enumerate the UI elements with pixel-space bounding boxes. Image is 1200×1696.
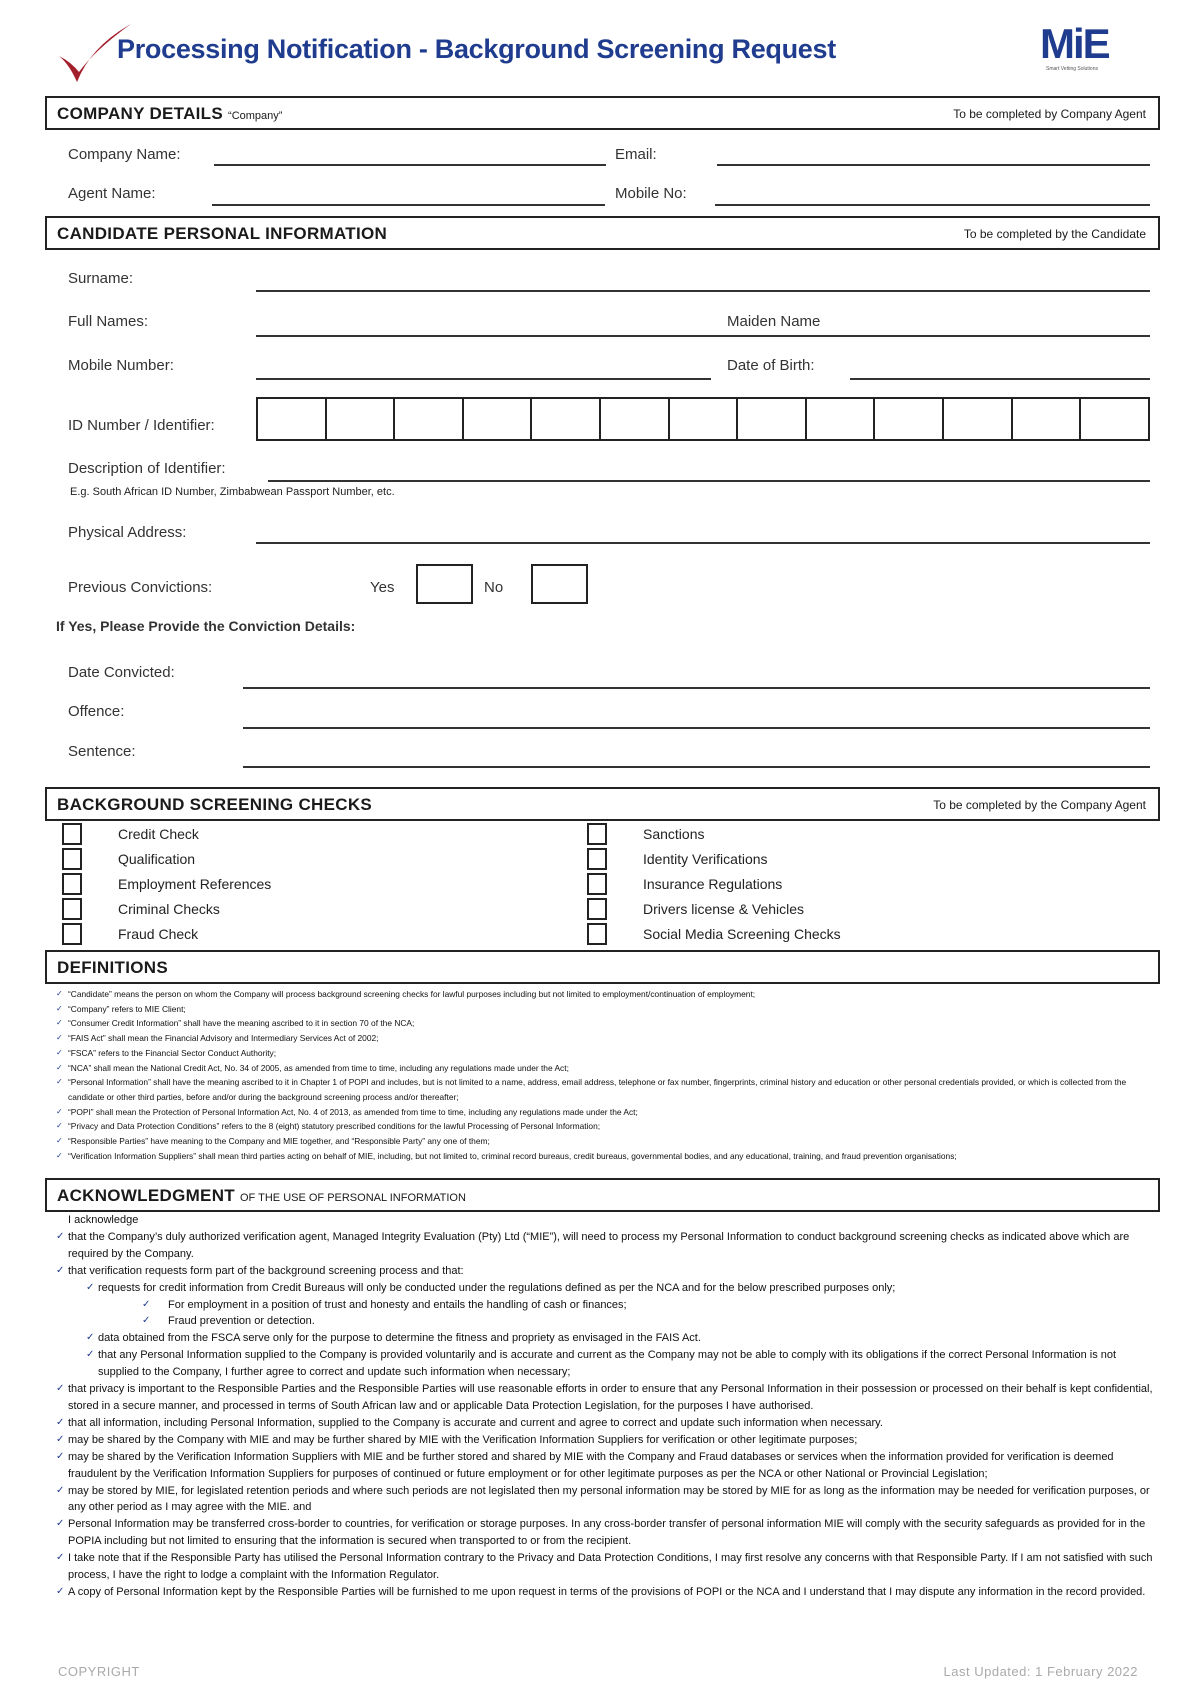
sentence-field[interactable] — [243, 766, 1150, 768]
convictions-yes-checkbox[interactable] — [416, 564, 473, 604]
acknowledgment-item: ✓ that verification requests form part of the background screening process and that: — [56, 1263, 1156, 1280]
sentence-label: Sentence: — [68, 743, 136, 760]
acknowledgment-item: ✓ that the Company’s duly authorized verification agent, Managed Integrity Evaluation (Pty) Ltd (“MIE”), will need to process my Personal Information to conduct background screening checks as indicated above which are required by the Company. — [56, 1229, 1156, 1263]
definition-item: ✓ “FAIS Act” shall mean the Financial Advisory and Intermediary Services Act of 2002; — [56, 1031, 1154, 1046]
check-insurance-label: Insurance Regulations — [643, 876, 783, 892]
acknowledgment-intro: I acknowledge — [68, 1214, 139, 1226]
check-identity-checkbox[interactable] — [587, 848, 607, 870]
acknowledgment-item: ✓ A copy of Personal Information kept by the Responsible Parties will be furnished to me upon request in terms of the provisions of POPI or the NCA and I understand that I may dispute any information in the record provided. — [56, 1584, 1156, 1601]
acknowledgment-header — [45, 1178, 1160, 1212]
check-drivers-label: Drivers license & Vehicles — [643, 901, 805, 917]
id-digit-box[interactable] — [1013, 399, 1082, 439]
surname-field[interactable] — [256, 290, 1150, 292]
check-credit-label: Credit Check — [118, 826, 199, 842]
offence-field[interactable] — [243, 727, 1150, 729]
check-qualification-label: Qualification — [118, 851, 196, 867]
company-name-field[interactable] — [214, 164, 606, 166]
date-convicted-label: Date Convicted: — [68, 664, 175, 681]
identifier-description-field[interactable] — [268, 480, 1150, 482]
agent-name-label: Agent Name: — [68, 185, 156, 202]
check-qualification-checkbox[interactable] — [62, 848, 82, 870]
id-digit-box[interactable] — [258, 399, 327, 439]
acknowledgment-subitem: ✓ that any Personal Information supplied to the Company is provided voluntarily and is accurate and current as the Company may not be able to comply with its obligations if the correct Personal Information is not supplied to the Company, I further agree to correct and update such information when necessary; — [86, 1347, 1156, 1381]
no-label: No — [484, 579, 504, 596]
surname-label: Surname: — [68, 270, 134, 287]
company-name-label: Company Name: — [68, 146, 181, 163]
full-names-label: Full Names: — [68, 313, 149, 330]
check-criminal-checkbox[interactable] — [62, 898, 82, 920]
previous-convictions-label: Previous Convictions: — [68, 579, 213, 596]
agent-mobile-field[interactable] — [715, 204, 1150, 206]
definition-item: ✓ “Company” refers to MIE Client; — [56, 1002, 1154, 1017]
id-digit-box[interactable] — [327, 399, 396, 439]
check-criminal-label: Criminal Checks — [118, 901, 220, 917]
candidate-mobile-label: Mobile Number: — [68, 357, 174, 374]
mie-logo — [1040, 22, 1130, 88]
definition-item: ✓ “Responsible Parties” have meaning to the Company and MIE together, and “Responsible Party” any one of them; — [56, 1134, 1154, 1149]
acknowledgment-item: ✓ that all information, including Personal Information, supplied to the Company is accurate and current and agree to correct and update such information when necessary. — [56, 1415, 1156, 1432]
acknowledgment-item: ✓ may be shared by the Verification Information Suppliers with MIE and be further stored and shared by MIE with the Company and Fraud databases or services when the information provided for verification is deemed fraudulent by the Verification Information Suppliers for purposes of continued or future employment or for other legitimate purposes as per the NCA or other National or Provincial Legislation; — [56, 1449, 1156, 1483]
physical-address-label: Physical Address: — [68, 524, 187, 541]
definitions-list — [56, 987, 1154, 1163]
id-number-boxes[interactable] — [256, 397, 1150, 441]
section-title-text: COMPANY DETAILS — [57, 104, 224, 123]
check-credit-checkbox[interactable] — [62, 823, 82, 845]
id-digit-box[interactable] — [670, 399, 739, 439]
acknowledgment-title — [57, 1186, 466, 1206]
check-drivers-checkbox[interactable] — [587, 898, 607, 920]
acknowledgment-item: ✓ Personal Information may be transferred cross-border to countries, for verification or storage purposes. In any cross-border transfer of personal information MIE will comply with the security safeguards as provided for in the POPIA including but not limited to ensuring that the information is secured when transported to or from the recipient. — [56, 1516, 1156, 1550]
check-social-media-label: Social Media Screening Checks — [643, 926, 841, 942]
acknowledgment-item: ✓ that privacy is important to the Responsible Parties and the Responsible Parties will use reasonable efforts in order to ensure that any Personal Information in their possession or processed on their behalf is kept confidential, stored in a secure manner, and processed in terms of South African law and or applicable Data Protection Legislation, for the purposes I have authorised. — [56, 1381, 1156, 1415]
acknowledgment-subitem: ✓ data obtained from the FSCA serve only for the purpose to determine the fitness and propriety as envisaged in the FAIS Act. — [86, 1330, 1156, 1347]
id-digit-box[interactable] — [738, 399, 807, 439]
convictions-no-checkbox[interactable] — [531, 564, 588, 604]
company-details-header — [45, 96, 1160, 130]
email-label: Email: — [615, 146, 657, 163]
definition-item: ✓ “Candidate” means the person on whom the Company will process background screening checks for lawful purposes including but not limited to employment/continuation of employment; — [56, 987, 1154, 1002]
definition-item: ✓ “NCA” shall mean the National Credit Act, No. 34 of 2005, as amended from time to time, including any regulations made under the Act; — [56, 1061, 1154, 1076]
acknowledgment-item: ✓ may be stored by MIE, for legislated retention periods and where such periods are not legislated then my personal information may be stored by MIE for as long as the information may be needed for verification purposes, or any other period as I may agree with the MIE. and — [56, 1483, 1156, 1517]
definitions-title: DEFINITIONS — [57, 958, 168, 977]
check-insurance-checkbox[interactable] — [587, 873, 607, 895]
check-social-media-checkbox[interactable] — [587, 923, 607, 945]
acknowledgment-subsubitem: ✓ Fraud prevention or detection. — [98, 1313, 1156, 1330]
candidate-info-note: To be completed by the Candidate — [963, 227, 1146, 241]
id-digit-box[interactable] — [532, 399, 601, 439]
identifier-example-text: E.g. South African ID Number, Zimbabwean Passport Number, etc. — [70, 486, 395, 498]
section-subtitle-text: “Company” — [228, 110, 283, 122]
check-identity-label: Identity Verifications — [643, 851, 768, 867]
candidate-info-header — [45, 216, 1160, 250]
logo-tagline: Smart Vetting Solutions — [1046, 66, 1098, 72]
id-digit-box[interactable] — [1081, 399, 1148, 439]
definition-item: ✓ “Consumer Credit Information” shall have the meaning ascribed to it in section 70 of the NCA; — [56, 1016, 1154, 1031]
acknowledgment-item: ✓ I take note that if the Responsible Party has utilised the Personal Information contrary to the Privacy and Data Protection Conditions, I may first resolve any concerns with that Responsible Party. If I am not satisfied with such process, I have the right to lodge a complaint with the Information Regulator. — [56, 1550, 1156, 1584]
screening-checks-header — [45, 787, 1160, 821]
conviction-details-heading: If Yes, Please Provide the Conviction Details: — [56, 618, 356, 634]
check-sanctions-checkbox[interactable] — [587, 823, 607, 845]
dob-label: Date of Birth: — [727, 357, 815, 374]
yes-label: Yes — [370, 579, 395, 596]
section-subtitle-text: OF THE USE OF PERSONAL INFORMATION — [240, 1192, 466, 1204]
page-title: Processing Notification - Background Screening Request — [117, 34, 836, 64]
definitions-header — [45, 950, 1160, 984]
definition-item: ✓ “Personal Information” shall have the meaning ascribed to it in Chapter 1 of POPI and includes, but is not limited to a name, address, email address, telephone or fax number, fingerprints, criminal history and education or other personal credentials provided, or which is collected from the candidate or other third parties, before and/or during the background screening process and/or thereafter; — [56, 1075, 1154, 1104]
id-digit-box[interactable] — [944, 399, 1013, 439]
agent-name-field[interactable] — [212, 204, 605, 206]
acknowledgment-subitem: ✓ requests for credit information from Credit Bureaus will only be conducted under the regulations defined as per the NCA and for the below prescribed purposes only; — [86, 1280, 1156, 1297]
definition-item: ✓ “POPI” shall mean the Protection of Personal Information Act, No. 4 of 2013, as amended from time to time, including any regulations made under the Act; — [56, 1105, 1154, 1120]
screening-checks-title: BACKGROUND SCREENING CHECKS — [57, 795, 373, 814]
screening-checks-note: To be completed by the Company Agent — [933, 798, 1146, 812]
logo-text: MiE — [1040, 20, 1109, 67]
section-title-text: ACKNOWLEDGMENT — [57, 1186, 235, 1205]
id-digit-box[interactable] — [875, 399, 944, 439]
definition-item: ✓ “Privacy and Data Protection Conditions” refers to the 8 (eight) statutory prescribed conditions for the lawful Processing of Personal Information; — [56, 1119, 1154, 1134]
check-sanctions-label: Sanctions — [643, 826, 705, 842]
physical-address-field[interactable] — [256, 542, 1150, 544]
dob-field[interactable] — [850, 378, 1150, 380]
offence-label: Offence: — [68, 703, 125, 720]
agent-mobile-label: Mobile No: — [615, 185, 687, 202]
definition-item: ✓ “Verification Information Suppliers” shall mean third parties acting on behalf of MIE, including, but not limited to, criminal record bureaus, credit bureaus, governmental bodies, and any educational, training, and fraud prevention organisations; — [56, 1149, 1154, 1164]
acknowledgment-item: ✓ may be shared by the Company with MIE and may be further shared by MIE with the Verification Information Suppliers for verification or other legitimate purposes; — [56, 1432, 1156, 1449]
definition-item: ✓ “FSCA” refers to the Financial Sector Conduct Authority; — [56, 1046, 1154, 1061]
id-digit-box[interactable] — [395, 399, 464, 439]
maiden-name-label: Maiden Name — [727, 313, 821, 330]
email-field[interactable] — [717, 164, 1150, 166]
check-employment-checkbox[interactable] — [62, 873, 82, 895]
id-digit-box[interactable] — [601, 399, 670, 439]
id-digit-box[interactable] — [807, 399, 876, 439]
company-details-note: To be completed by Company Agent — [953, 107, 1146, 121]
company-details-title — [57, 104, 282, 124]
identifier-description-label: Description of Identifier: — [68, 460, 226, 477]
copyright-text: COPYRIGHT — [58, 1664, 140, 1679]
candidate-mobile-field[interactable] — [256, 378, 711, 380]
date-convicted-field[interactable] — [243, 687, 1150, 689]
full-names-field[interactable] — [256, 335, 1150, 337]
id-digit-box[interactable] — [464, 399, 533, 439]
id-number-label: ID Number / Identifier: — [68, 417, 215, 434]
candidate-info-title: CANDIDATE PERSONAL INFORMATION — [57, 224, 388, 243]
check-employment-label: Employment References — [118, 876, 272, 892]
acknowledgment-subsubitem: ✓ For employment in a position of trust and honesty and entails the handling of cash or finances; — [98, 1297, 1156, 1314]
check-fraud-checkbox[interactable] — [62, 923, 82, 945]
acknowledgment-list — [56, 1212, 1156, 1601]
check-fraud-label: Fraud Check — [118, 926, 199, 942]
last-updated-text: Last Updated: 1 February 2022 — [943, 1664, 1138, 1679]
